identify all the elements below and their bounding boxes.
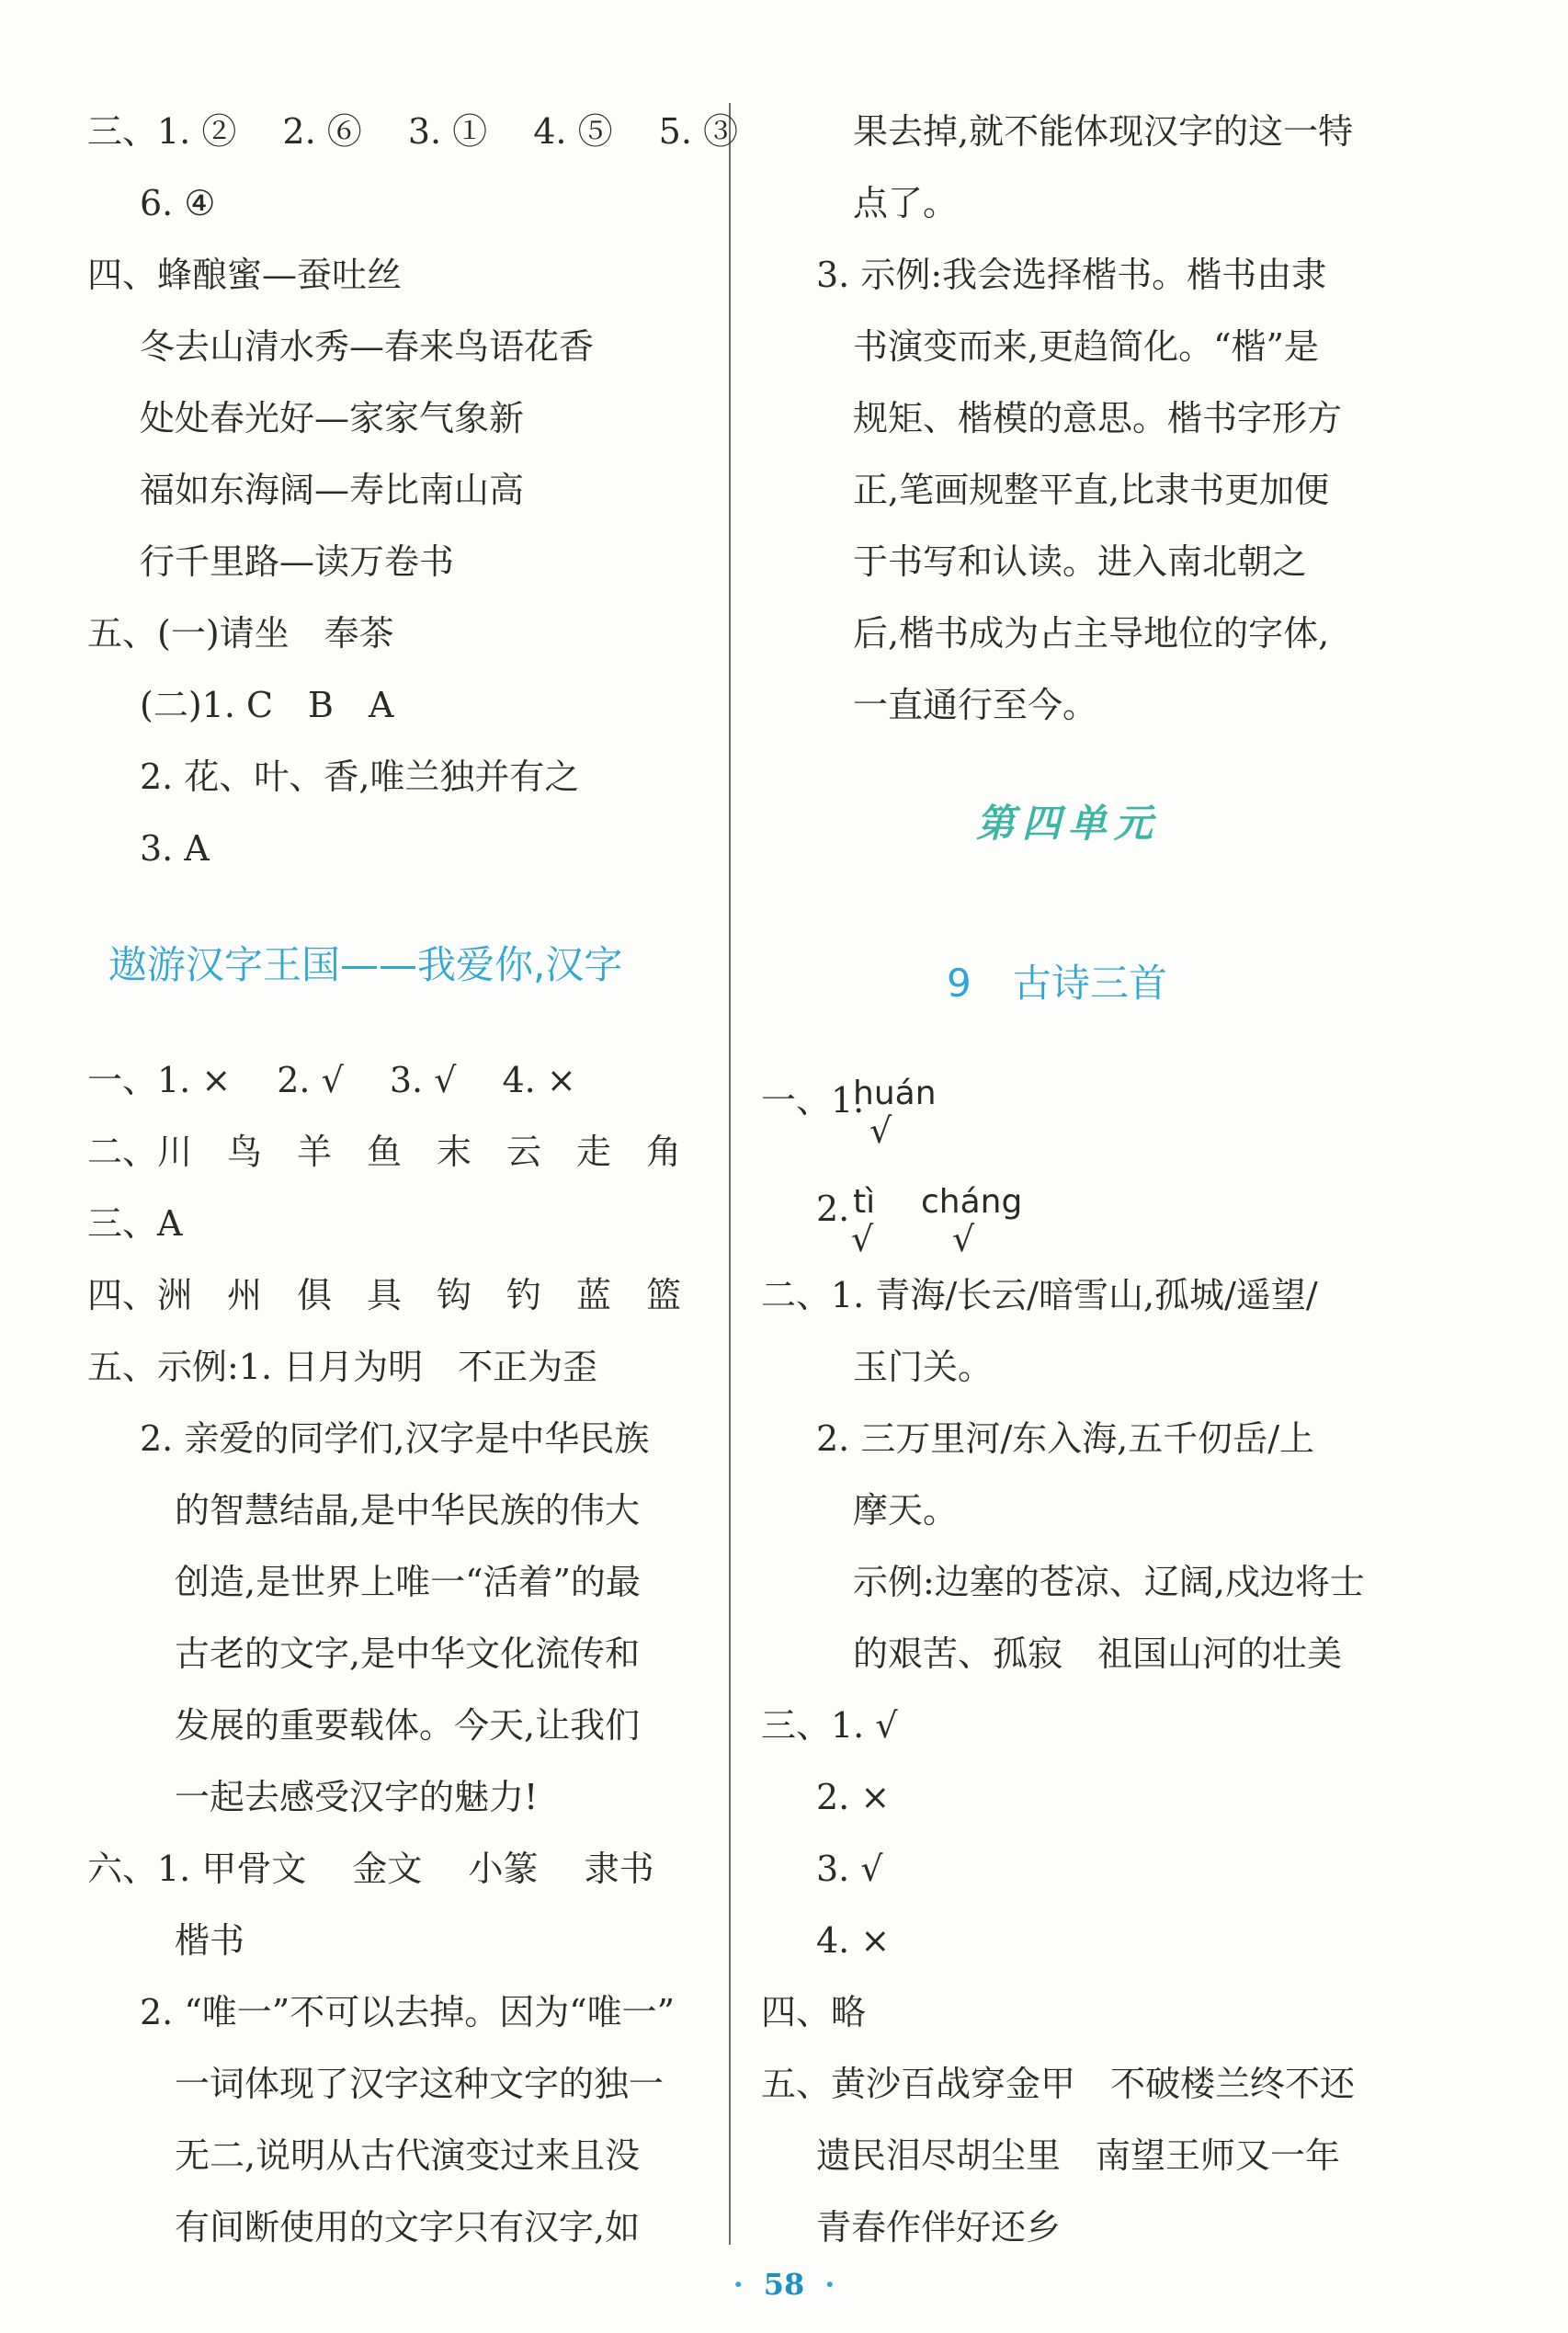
answer-p3-line: 玉门关。 (853, 1347, 994, 1387)
answer-s5-line: 2. 花、叶、香,唯兰独并有之 (140, 757, 580, 797)
answer-p3-line: 二、1. 青海/长云/暗雪山,孤城/遥望/ (761, 1275, 1318, 1315)
answer-q5-line: 2. 亲爱的同学们,汉字是中华民族 (140, 1418, 650, 1459)
answer-r3-line: 一直通行至今。 (853, 685, 1098, 725)
answer-q5-line: 五、示例:1. 日月为明 不正为歪 (87, 1347, 598, 1387)
tick-mark: √ (869, 1110, 892, 1151)
answer-p3-line: 2. 三万里河/东入海,五千仞岳/上 (816, 1418, 1315, 1459)
answer-q5-line: 古老的文字,是中华文化流传和 (175, 1633, 641, 1674)
answer-q5-line: 的智慧结晶,是中华民族的伟大 (175, 1490, 641, 1531)
pinyin-q2-label: 2. (816, 1189, 850, 1229)
answer-q5-line: 发展的重要载体。今天,让我们 (175, 1705, 641, 1746)
answer-q4: 四、洲 州 俱 具 钩 钓 蓝 篮 (87, 1275, 682, 1315)
answer-p6-line: 五、黄沙百战穿金甲 不破楼兰终不还 (761, 2064, 1356, 2104)
answer-p4-line: 2. × (816, 1777, 891, 1817)
answer-q5-line: 一起去感受汉字的魅力! (175, 1777, 539, 1817)
pinyin-q1-label: 一、1. (761, 1080, 865, 1121)
page-number: 58 (763, 2267, 805, 2302)
footer-dot: · (824, 2267, 835, 2302)
answer-q5-line: 创造,是世界上唯一“活着”的最 (175, 1562, 641, 1602)
answer-p6-line: 青春作伴好还乡 (816, 2207, 1062, 2248)
tick-mark: √ (952, 1219, 975, 1259)
footer-dot: · (733, 2267, 744, 2302)
answer-r3-line: 书演变而来,更趋简化。“楷”是 (853, 326, 1319, 367)
answer-s4-line: 四、蜂酿蜜—蚕吐丝 (87, 255, 403, 295)
answer-s5-line: 3. A (140, 828, 210, 869)
answer-r3-line: 后,楷书成为占主导地位的字体, (853, 613, 1330, 654)
answer-p5: 四、略 (761, 1992, 867, 2032)
column-divider (729, 103, 731, 2245)
answer-q1: 一、1. × 2. √ 3. √ 4. × (87, 1060, 576, 1100)
answer-r3-line: 正,笔画规整平直,比隶书更加便 (853, 470, 1330, 510)
answer-p4-line: 3. √ (816, 1849, 883, 1889)
answer-s3-line2: 6. ④ (140, 183, 216, 223)
answer-cont-line: 果去掉,就不能体现汉字的这一特 (853, 111, 1354, 152)
answer-s4-line: 处处春光好—家家气象新 (140, 398, 525, 438)
answer-q6-line: 一词体现了汉字这种文字的独一 (175, 2064, 665, 2104)
unit-heading: 第四单元 (976, 801, 1161, 846)
answer-q6-line: 无二,说明从古代演变过来且没 (175, 2135, 641, 2176)
answer-r3-line: 规矩、楷模的意思。楷书字形方 (853, 398, 1343, 438)
answer-p4-line: 三、1. √ (761, 1705, 898, 1746)
lesson-title: 古诗三首 (1013, 961, 1168, 1006)
answer-q2: 二、川 鸟 羊 鱼 末 云 走 角 (87, 1132, 682, 1172)
answer-p4-line: 4. × (816, 1920, 891, 1961)
tick-mark: √ (851, 1219, 874, 1259)
answer-q6-line: 楷书 (175, 1920, 245, 1961)
answer-r3-line: 于书写和认读。进入南北朝之 (853, 541, 1308, 582)
answer-q3: 三、A (87, 1203, 183, 1244)
pinyin-q2-text2: cháng (921, 1183, 1023, 1221)
answer-s4-line: 福如东海阔—寿比南山高 (140, 470, 525, 510)
answer-p3-line: 的艰苦、孤寂 祖国山河的壮美 (853, 1633, 1343, 1674)
answer-s5-line: 五、(一)请坐 奉茶 (87, 613, 394, 654)
pinyin-q1-text: huán (853, 1075, 937, 1112)
answer-p3-line: 摩天。 (853, 1490, 959, 1531)
answer-q6-line: 有间断使用的文字只有汉字,如 (175, 2207, 641, 2248)
lesson-number: 9 (947, 961, 971, 1006)
answer-p6-line: 遗民泪尽胡尘里 南望王师又一年 (816, 2135, 1341, 2176)
pinyin-q2-text1: tì (853, 1183, 876, 1221)
answer-s4-line: 行千里路—读万卷书 (140, 541, 455, 582)
answer-r3-line: 3. 示例:我会选择楷书。楷书由隶 (816, 255, 1327, 295)
answer-s4-line: 冬去山清水秀—春来鸟语花香 (140, 326, 595, 367)
answer-s5-line: (二)1. C B A (140, 685, 394, 725)
page-footer (0, 2261, 1568, 2307)
answer-s3-line1: 三、1. ② 2. ⑥ 3. ① 4. ⑤ 5. ③ (87, 111, 738, 152)
section-heading: 遨游汉字王国——我爱你,汉字 (108, 942, 623, 987)
answer-q6-line: 六、1. 甲骨文 金文 小篆 隶书 (87, 1849, 654, 1889)
answer-q6-line: 2. “唯一”不可以去掉。因为“唯一” (140, 1992, 676, 2032)
answer-cont-line: 点了。 (853, 183, 959, 223)
answer-p3-line: 示例:边塞的苍凉、辽阔,戍边将士 (853, 1562, 1365, 1602)
